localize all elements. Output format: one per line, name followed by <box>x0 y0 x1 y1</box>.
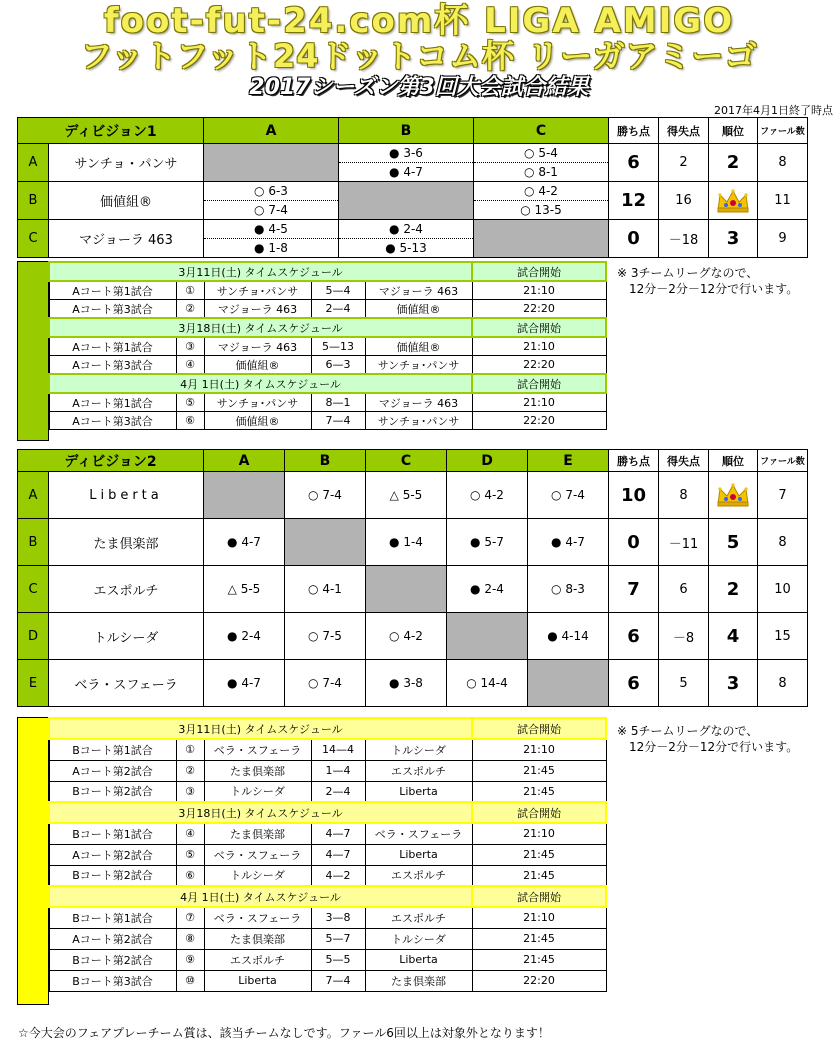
points-header: 勝ち点 <box>609 450 659 472</box>
score: 6—3 <box>311 356 365 375</box>
away-team: Liberta <box>365 844 472 865</box>
score: 7—4 <box>311 412 365 430</box>
court-label: Aコート第1試合 <box>49 337 176 356</box>
goal-diff-value: 5 <box>659 660 709 707</box>
match-result: ● 4-7 <box>204 660 285 707</box>
team-name: サンチョ・パンサ <box>49 144 204 182</box>
fouls-value: 8 <box>758 519 808 566</box>
match-result: ● 2-4 <box>389 222 423 236</box>
team-name: ベラ・スフェーラ <box>49 660 204 707</box>
crown-icon <box>715 188 751 214</box>
team-name: トルシーダ <box>49 613 204 660</box>
game-number: ⑥ <box>176 412 204 430</box>
start-time: 21:45 <box>472 865 606 886</box>
start-time-header: 試合開始 <box>472 886 606 907</box>
as-of-date: 2017年4月1日終了時点 <box>714 104 833 117</box>
away-team: 価値組® <box>365 300 472 319</box>
standings-row <box>18 566 808 613</box>
game-number: ⑩ <box>176 970 204 991</box>
fouls-value: 15 <box>758 613 808 660</box>
score: 8—1 <box>311 393 365 412</box>
court-label: Aコート第1試合 <box>49 281 176 300</box>
away-team: Liberta <box>365 949 472 970</box>
schedule-date: 3月18日(土) タイムスケジュール <box>49 318 472 337</box>
away-team: エスポルチ <box>365 907 472 928</box>
home-team: たま倶楽部 <box>204 928 311 949</box>
col-header: D <box>447 450 528 472</box>
score: 4—7 <box>311 823 365 844</box>
goal-diff-value: 16 <box>659 182 709 220</box>
col-header: A <box>204 118 339 144</box>
score: 5—13 <box>311 337 365 356</box>
home-team: エスポルチ <box>204 949 311 970</box>
match-result: ● 4-7 <box>339 162 473 181</box>
self-match-cell <box>204 144 339 182</box>
division2-table <box>17 449 808 707</box>
schedule-game-row <box>49 970 606 991</box>
schedule-game-row <box>49 949 606 970</box>
standings-row <box>18 613 808 660</box>
standings-row <box>18 472 808 519</box>
schedule-date-row <box>49 318 606 337</box>
col-header: A <box>204 450 285 472</box>
fair-play-footer: ☆今大会のフェアプレーチーム賞は、該当チームなしです。ファール6回以上は対象外となります！ <box>18 1026 550 1040</box>
schedule-date: 3月18日(土) タイムスケジュール <box>49 802 472 823</box>
court-label: Bコート第2試合 <box>49 949 176 970</box>
schedule-date: 4月 1日(土) タイムスケジュール <box>49 374 472 393</box>
court-label: Bコート第1試合 <box>49 739 176 760</box>
points-header: 勝ち点 <box>609 118 659 144</box>
match-result: ● 2-4 <box>204 613 285 660</box>
rank-header: 順位 <box>709 118 758 144</box>
score: 1—4 <box>311 760 365 781</box>
score: 3—8 <box>311 907 365 928</box>
points-value: 6 <box>609 613 659 660</box>
game-number: ③ <box>176 337 204 356</box>
team-key: C <box>18 566 49 613</box>
team-name: マジョーラ 463 <box>49 220 204 258</box>
game-number: ④ <box>176 356 204 375</box>
team-name: たま倶楽部 <box>49 519 204 566</box>
rank-value: 3 <box>709 220 758 258</box>
court-label: Aコート第2試合 <box>49 760 176 781</box>
self-match-cell <box>366 566 447 613</box>
home-team: ベラ・スフェーラ <box>204 739 311 760</box>
fouls-value: 11 <box>758 182 808 220</box>
home-team: Liberta <box>204 970 311 991</box>
match-result: ○ 4-2 <box>524 184 558 198</box>
schedule-game-row <box>49 760 606 781</box>
schedule-game-row <box>49 412 606 430</box>
points-value: 12 <box>609 182 659 220</box>
schedule-date-row <box>49 886 606 907</box>
division1-note <box>617 265 798 297</box>
team-key: A <box>18 472 49 519</box>
home-team: 価値組® <box>204 412 311 430</box>
team-key: A <box>18 144 49 182</box>
home-team: サンチョ･パンサ <box>204 393 311 412</box>
start-time: 21:10 <box>472 281 606 300</box>
start-time: 21:10 <box>472 393 606 412</box>
start-time-header: 試合開始 <box>472 262 606 281</box>
note-line: ※ 5チームリーグなので、 <box>617 724 759 738</box>
standings-row <box>18 519 808 566</box>
start-time-header: 試合開始 <box>472 318 606 337</box>
team-key: D <box>18 613 49 660</box>
home-team: ベラ・スフェーラ <box>204 844 311 865</box>
rank-value <box>709 472 758 519</box>
schedule-game-row <box>49 300 606 319</box>
start-time: 21:10 <box>472 823 606 844</box>
away-team: サンチョ･パンサ <box>365 356 472 375</box>
standings-row <box>18 144 808 182</box>
col-header: C <box>366 450 447 472</box>
match-result: ○ 7-4 <box>204 200 338 219</box>
score: 7—4 <box>311 970 365 991</box>
court-label: Aコート第2試合 <box>49 844 176 865</box>
match-result: ● 4-7 <box>204 519 285 566</box>
schedule-game-row <box>49 928 606 949</box>
start-time-header: 試合開始 <box>472 802 606 823</box>
schedule-side-bar <box>17 717 49 1005</box>
schedule-game-row <box>49 337 606 356</box>
team-key: B <box>18 182 49 220</box>
goal-diff-value: －8 <box>659 613 709 660</box>
schedule-date: 3月11日(土) タイムスケジュール <box>49 262 472 281</box>
schedule-game-row <box>49 356 606 375</box>
match-result: ○ 4-2 <box>366 613 447 660</box>
start-time: 21:45 <box>472 781 606 802</box>
score: 5—7 <box>311 928 365 949</box>
court-label: Bコート第2試合 <box>49 781 176 802</box>
match-result-cell <box>204 220 339 258</box>
fouls-header: ファール数 <box>758 450 808 472</box>
match-result: ● 4-14 <box>528 613 609 660</box>
match-result: ○ 4-1 <box>285 566 366 613</box>
court-label: Bコート第1試合 <box>49 907 176 928</box>
away-team: トルシーダ <box>365 928 472 949</box>
match-result: ○ 14-4 <box>447 660 528 707</box>
home-team: マジョーラ 463 <box>204 337 311 356</box>
court-label: Bコート第2試合 <box>49 865 176 886</box>
goal-diff-value: －11 <box>659 519 709 566</box>
start-time-header: 試合開始 <box>472 374 606 393</box>
team-key: B <box>18 519 49 566</box>
rank-value: 2 <box>709 566 758 613</box>
points-value: 6 <box>609 660 659 707</box>
match-result: ● 3-8 <box>366 660 447 707</box>
self-match-cell <box>339 182 474 220</box>
schedule-game-row <box>49 823 606 844</box>
away-team: Liberta <box>365 781 472 802</box>
rank-header: 順位 <box>709 450 758 472</box>
match-result-cell <box>339 220 474 258</box>
schedule-game-row <box>49 865 606 886</box>
title-line-1: foot-fut-24.com杯 LIGA AMIGO <box>103 1 735 41</box>
game-number: ② <box>176 300 204 319</box>
fouls-value: 9 <box>758 220 808 258</box>
start-time: 21:45 <box>472 928 606 949</box>
court-label: Aコート第3試合 <box>49 300 176 319</box>
self-match-cell <box>285 519 366 566</box>
score: 2—4 <box>311 781 365 802</box>
home-team: 価値組® <box>204 356 311 375</box>
division2-note <box>617 723 798 755</box>
division1-name: ディビジョン1 <box>18 118 204 144</box>
away-team: ベラ・スフェーラ <box>365 823 472 844</box>
rank-value: 4 <box>709 613 758 660</box>
start-time: 21:10 <box>472 739 606 760</box>
match-result: ● 4-7 <box>528 519 609 566</box>
standings-row <box>18 220 808 258</box>
self-match-cell <box>447 613 528 660</box>
schedule-date: 3月11日(土) タイムスケジュール <box>49 718 472 739</box>
schedule-game-row <box>49 739 606 760</box>
points-value: 0 <box>609 519 659 566</box>
court-label: Aコート第2試合 <box>49 928 176 949</box>
game-number: ⑤ <box>176 844 204 865</box>
away-team: 価値組® <box>365 337 472 356</box>
start-time: 22:20 <box>472 970 606 991</box>
home-team: トルシーダ <box>204 781 311 802</box>
match-result: △ 5-5 <box>366 472 447 519</box>
start-time: 21:45 <box>472 949 606 970</box>
court-label: Bコート第1試合 <box>49 823 176 844</box>
match-result: ● 5-7 <box>447 519 528 566</box>
game-number: ⑥ <box>176 865 204 886</box>
standings-row <box>18 182 808 220</box>
goal-diff-header: 得失点 <box>659 450 709 472</box>
match-result: ○ 6-3 <box>254 184 288 198</box>
start-time: 22:20 <box>472 356 606 375</box>
game-number: ④ <box>176 823 204 844</box>
game-number: ① <box>176 739 204 760</box>
home-team: マジョーラ 463 <box>204 300 311 319</box>
match-result: ○ 13-5 <box>474 200 608 219</box>
game-number: ⑨ <box>176 949 204 970</box>
fouls-value: 10 <box>758 566 808 613</box>
rank-value <box>709 182 758 220</box>
court-label: Aコート第3試合 <box>49 356 176 375</box>
team-key: E <box>18 660 49 707</box>
points-value: 10 <box>609 472 659 519</box>
start-time: 21:10 <box>472 337 606 356</box>
match-result: ○ 7-4 <box>528 472 609 519</box>
col-header: C <box>474 118 609 144</box>
match-result: ● 2-4 <box>447 566 528 613</box>
home-team: ベラ・スフェーラ <box>204 907 311 928</box>
away-team: マジョーラ 463 <box>365 281 472 300</box>
match-result: ● 4-5 <box>254 222 288 236</box>
rank-value: 2 <box>709 144 758 182</box>
team-name: 価値組® <box>49 182 204 220</box>
start-time-header: 試合開始 <box>472 718 606 739</box>
match-result-cell <box>339 144 474 182</box>
game-number: ⑦ <box>176 907 204 928</box>
crown-icon <box>715 482 751 508</box>
division2-name: ディビジョン2 <box>18 450 204 472</box>
game-number: ⑤ <box>176 393 204 412</box>
match-result: ○ 4-2 <box>447 472 528 519</box>
start-time: 22:20 <box>472 412 606 430</box>
match-result: ○ 7-5 <box>285 613 366 660</box>
match-result: ○ 5-4 <box>524 146 558 160</box>
match-result-cell <box>204 182 339 220</box>
match-result-cell <box>474 144 609 182</box>
team-key: C <box>18 220 49 258</box>
self-match-cell <box>474 220 609 258</box>
division1-table <box>17 117 808 258</box>
score: 5—4 <box>311 281 365 300</box>
score: 14—4 <box>311 739 365 760</box>
start-time: 21:10 <box>472 907 606 928</box>
fouls-value: 8 <box>758 144 808 182</box>
title-line-2: フットフット24ドットコム杯 リーガアミーゴ <box>80 37 758 75</box>
schedule-game-row <box>49 281 606 300</box>
schedule-game-row <box>49 781 606 802</box>
match-result: ● 1-8 <box>204 238 338 257</box>
goal-diff-value: 8 <box>659 472 709 519</box>
score: 4—7 <box>311 844 365 865</box>
team-name: Liberta <box>49 472 204 519</box>
court-label: Aコート第1試合 <box>49 393 176 412</box>
col-header: B <box>339 118 474 144</box>
points-value: 6 <box>609 144 659 182</box>
match-result: △ 5-5 <box>204 566 285 613</box>
away-team: サンチョ･パンサ <box>365 412 472 430</box>
match-result: ○ 7-4 <box>285 472 366 519</box>
goal-diff-header: 得失点 <box>659 118 709 144</box>
home-team: たま倶楽部 <box>204 823 311 844</box>
home-team: トルシーダ <box>204 865 311 886</box>
match-result-cell <box>474 182 609 220</box>
match-result: ○ 7-4 <box>285 660 366 707</box>
fouls-value: 7 <box>758 472 808 519</box>
schedule-date-row <box>49 718 606 739</box>
self-match-cell <box>204 472 285 519</box>
start-time: 21:45 <box>472 760 606 781</box>
score: 2—4 <box>311 300 365 319</box>
note-line: ※ 3チームリーグなので、 <box>617 266 759 280</box>
game-number: ① <box>176 281 204 300</box>
note-line: 12分－2分－12分で行います。 <box>629 282 799 296</box>
score: 5—5 <box>311 949 365 970</box>
away-team: たま倶楽部 <box>365 970 472 991</box>
goal-diff-value: 6 <box>659 566 709 613</box>
away-team: トルシーダ <box>365 739 472 760</box>
points-value: 7 <box>609 566 659 613</box>
schedule-game-row <box>49 844 606 865</box>
self-match-cell <box>528 660 609 707</box>
points-value: 0 <box>609 220 659 258</box>
court-label: Bコート第3試合 <box>49 970 176 991</box>
schedule-date: 4月 1日(土) タイムスケジュール <box>49 886 472 907</box>
goal-diff-value: －18 <box>659 220 709 258</box>
match-result: ○ 8-1 <box>474 162 608 181</box>
away-team: マジョーラ 463 <box>365 393 472 412</box>
match-result: ○ 8-3 <box>528 566 609 613</box>
fouls-header: ファール数 <box>758 118 808 144</box>
schedule-side-bar <box>17 261 49 441</box>
score: 4—2 <box>311 865 365 886</box>
goal-diff-value: 2 <box>659 144 709 182</box>
schedule-game-row <box>49 393 606 412</box>
col-header: E <box>528 450 609 472</box>
fouls-value: 8 <box>758 660 808 707</box>
game-number: ⑧ <box>176 928 204 949</box>
court-label: Aコート第3試合 <box>49 412 176 430</box>
schedule-date-row <box>49 262 606 281</box>
rank-value: 3 <box>709 660 758 707</box>
schedule-date-row <box>49 802 606 823</box>
home-team: たま倶楽部 <box>204 760 311 781</box>
match-result: ● 1-4 <box>366 519 447 566</box>
match-result: ● 5-13 <box>339 238 473 257</box>
game-number: ③ <box>176 781 204 802</box>
start-time: 22:20 <box>472 300 606 319</box>
match-result: ● 3-6 <box>389 146 423 160</box>
away-team: エスポルチ <box>365 865 472 886</box>
note-line: 12分－2分－12分で行います。 <box>629 740 799 754</box>
rank-value: 5 <box>709 519 758 566</box>
away-team: エスポルチ <box>365 760 472 781</box>
start-time: 21:45 <box>472 844 606 865</box>
home-team: サンチョ･パンサ <box>204 281 311 300</box>
title-line-3: 2017シーズン第3回大会試合結果 <box>249 75 589 100</box>
schedule-date-row <box>49 374 606 393</box>
team-name: エスポルチ <box>49 566 204 613</box>
col-header: B <box>285 450 366 472</box>
schedule-game-row <box>49 907 606 928</box>
standings-row <box>18 660 808 707</box>
game-number: ② <box>176 760 204 781</box>
